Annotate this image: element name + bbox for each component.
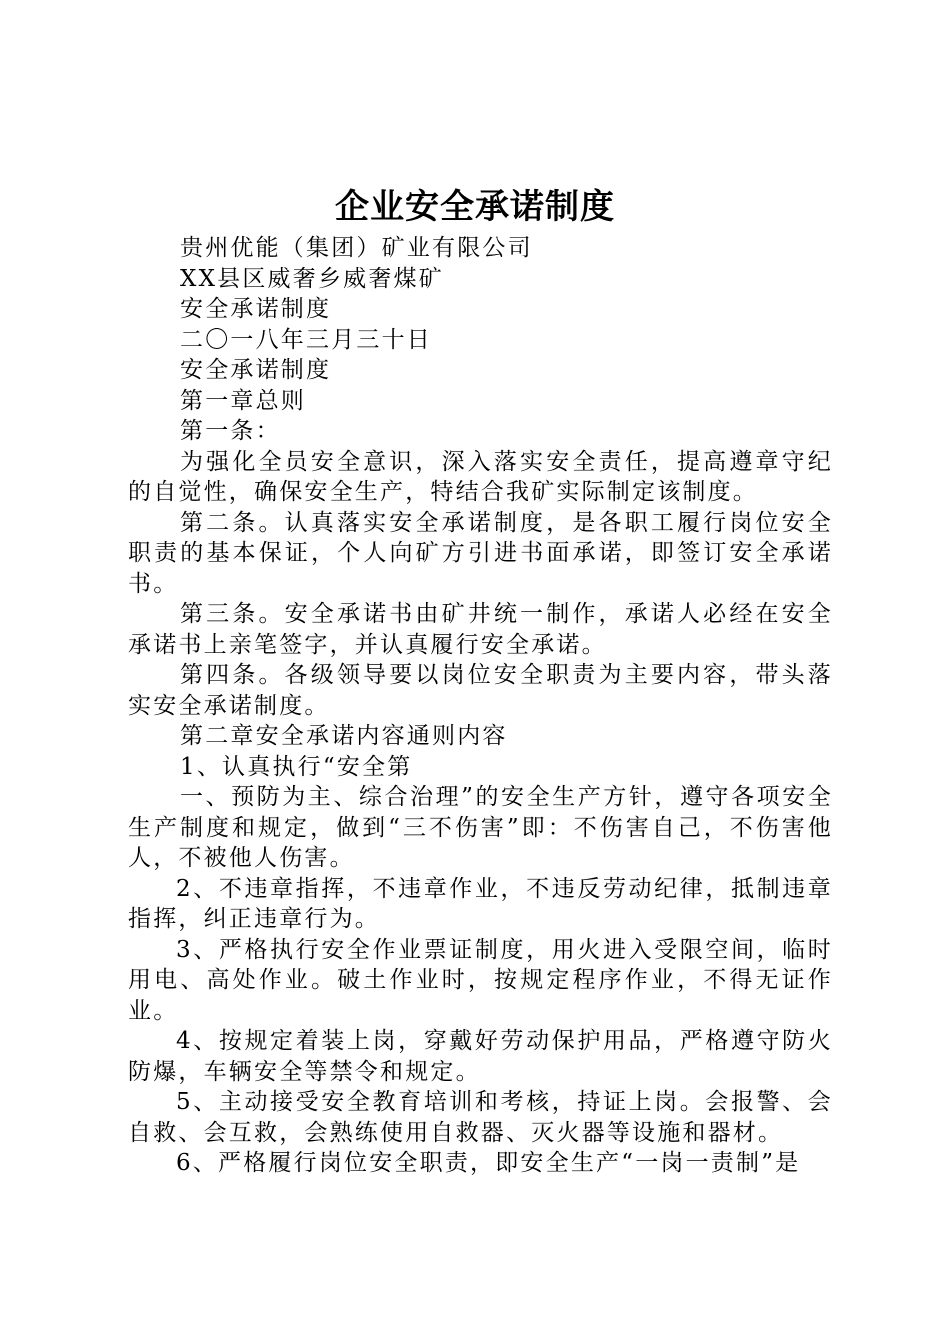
document-body — [128, 233, 833, 1179]
mine-name: XX县区威奢乡威奢煤矿 — [180, 265, 444, 292]
item-3-text: 3、严格执行安全作业票证制度，用火进入受限空间，临时用电、高处作业。破土作业时，按规定程序作业，不得无证作业。 — [128, 936, 833, 1024]
item-1-heading: 1、认真执行“安全第 — [180, 753, 413, 780]
article-4-text: 第四条。各级领导要以岗位安全职责为主要内容，带头落实安全承诺制度。 — [128, 662, 833, 719]
chapter-1-heading: 第一章总则 — [180, 387, 306, 414]
item-6-text: 6、严格履行岗位安全职责，即安全生产“一岗一责制”是 — [176, 1150, 801, 1176]
article-1-heading: 第一条： — [180, 418, 281, 444]
article-2-text: 第二条。认真落实安全承诺制度，是各职工履行岗位安全职责的基本保证，个人向矿方引进书面承诺，即签订安全承诺书。 — [128, 509, 833, 597]
article-3-text: 第三条。安全承诺书由矿井统一制作，承诺人必经在安全承诺书上亲笔签字，并认真履行安全承诺。 — [128, 601, 833, 658]
chapter-2-heading: 第二章安全承诺内容通则内容 — [180, 723, 508, 749]
item-4-text: 4、按规定着装上岗，穿戴好劳动保护用品，严格遵守防火防爆，车辆安全等禁令和规定。 — [128, 1028, 833, 1085]
document-title: 企业安全承诺制度 — [335, 187, 615, 227]
article-1-text: 为强化全员安全意识，深入落实安全责任，提高遵章守纪的自觉性，确保安全生产，特结合我矿实际制定该制度。 — [128, 448, 833, 505]
item-2-text: 2、不违章指挥，不违章作业，不违反劳动纪律，抵制违章指挥，纠正违章行为。 — [128, 875, 833, 932]
section-title: 安全承诺制度 — [180, 357, 332, 383]
item-1-text: 一、预防为主、综合治理”的安全生产方针，遵守各项安全生产制度和规定，做到“三不伤害”即：不伤害自己，不伤害他人，不被他人伤害。 — [128, 784, 833, 871]
document-date: 二〇一八年三月三十日 — [180, 326, 432, 353]
cover-title: 安全承诺制度 — [180, 296, 332, 322]
item-5-text: 5、主动接受安全教育培训和考核，持证上岗。会报警、会自救、会互救，会熟练使用自救器、灭火器等设施和器材。 — [128, 1089, 833, 1146]
company-name: 贵州优能（集团）矿业有限公司 — [180, 235, 533, 261]
